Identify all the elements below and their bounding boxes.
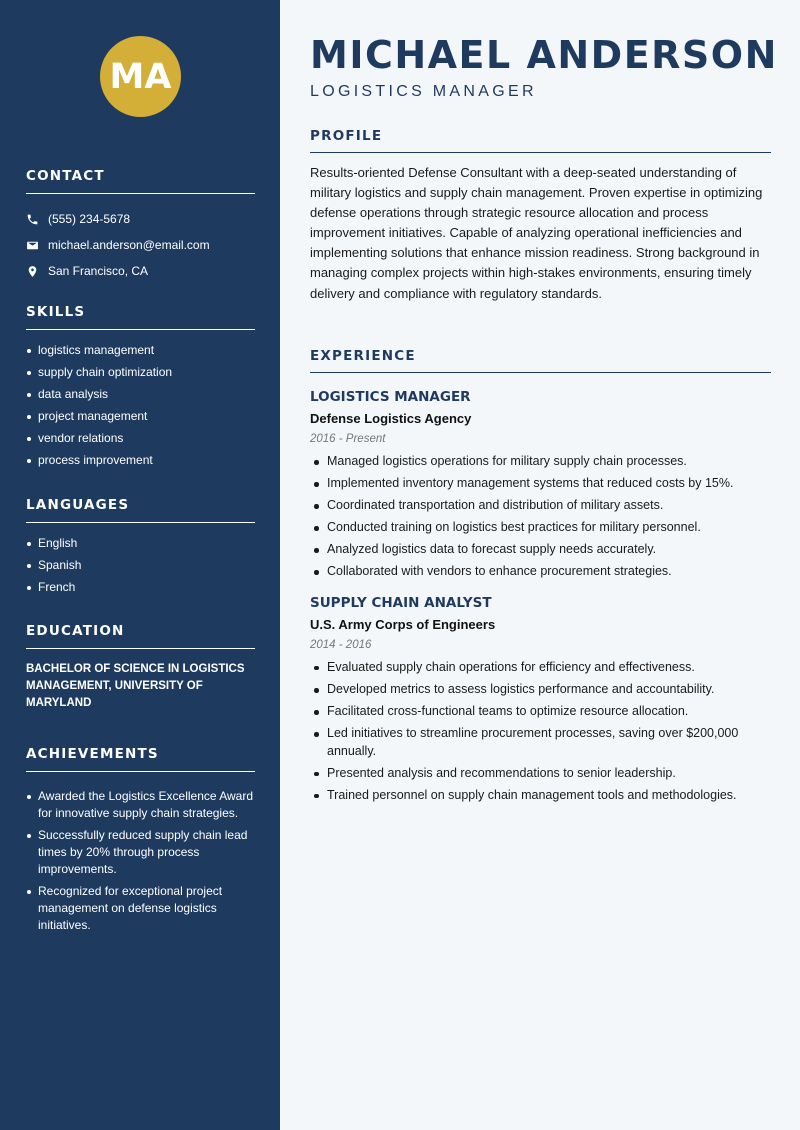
contact-phone	[26, 206, 255, 232]
skill-item: logistics management	[26, 342, 255, 359]
avatar-initials: MA	[109, 56, 172, 97]
job-bullet: Evaluated supply chain operations for efficiency and effectiveness.	[310, 659, 771, 677]
contact-heading: CONTACT	[26, 168, 255, 194]
job-bullet: Analyzed logistics data to forecast supply needs accurately.	[310, 541, 771, 559]
job-bullet: Facilitated cross-functional teams to optimize resource allocation.	[310, 703, 771, 721]
phone-icon	[26, 213, 39, 226]
job-bullet: Implemented inventory management systems that reduced costs by 15%.	[310, 475, 771, 493]
job-entry	[310, 387, 771, 581]
achievement-item: Awarded the Logistics Excellence Award for innovative supply chain strategies.	[26, 788, 255, 822]
language-item: English	[26, 535, 255, 552]
skills-section	[26, 304, 255, 474]
job-bullet: Trained personnel on supply chain management tools and methodologies.	[310, 787, 771, 805]
location-text: San Francisco, CA	[48, 264, 149, 278]
envelope-icon	[26, 239, 39, 252]
profile-section	[310, 128, 771, 304]
skill-item: process improvement	[26, 452, 255, 469]
candidate-name: MICHAEL ANDERSON	[310, 33, 778, 77]
job-bullet: Conducted training on logistics best practices for military personnel.	[310, 519, 771, 537]
job-role: LOGISTICS MANAGER	[310, 389, 471, 405]
job-bullets	[310, 453, 771, 581]
languages-heading: LANGUAGES	[26, 497, 255, 523]
contact-email	[26, 232, 255, 258]
education-section	[26, 623, 255, 712]
languages-section	[26, 497, 255, 601]
education-heading: EDUCATION	[26, 623, 255, 649]
job-bullet: Coordinated transportation and distribution of military assets.	[310, 497, 771, 515]
email-text[interactable]: michael.anderson@email.com	[48, 238, 210, 252]
skill-item: project management	[26, 408, 255, 425]
job-company: U.S. Army Corps of Engineers	[310, 616, 496, 632]
achievement-item: Recognized for exceptional project management on defense logistics initiatives.	[26, 883, 255, 934]
phone-text[interactable]: (555) 234-5678	[48, 212, 131, 226]
profile-text: Results-oriented Defense Consultant with a deep-seated understanding of military logistics and supply chain management. Proven expertise in optimizing defense operations through strategic resource allocation and process improvement initiatives. Capable of analyzing operational inefficiencies and implementing solutions that enhance mission readiness. Strong background in managing complex projects within high-stakes environments, ensuring timely delivery and compliance with regulatory standards.	[310, 165, 763, 301]
skills-heading: SKILLS	[26, 304, 255, 330]
language-item: French	[26, 579, 255, 596]
job-role: SUPPLY CHAIN ANALYST	[310, 594, 492, 611]
job-company: Defense Logistics Agency	[310, 411, 472, 426]
achievements-section	[26, 746, 255, 939]
experience-section	[310, 348, 771, 809]
languages-list	[26, 535, 255, 596]
job-dates: 2014 - 2016	[310, 638, 372, 651]
skills-list	[26, 342, 255, 469]
job-bullet: Managed logistics operations for military supply chain processes.	[310, 453, 771, 471]
skill-item: data analysis	[26, 386, 255, 403]
achievements-heading: ACHIEVEMENTS	[26, 746, 255, 772]
achievement-item: Successfully reduced supply chain lead times by 20% through process improvements.	[26, 827, 255, 878]
education-degree: BACHELOR OF SCIENCE IN LOGISTICS MANAGEMENT, UNIVERSITY OF MARYLAND	[26, 663, 245, 709]
sidebar	[0, 0, 280, 1130]
contact-location	[26, 258, 255, 284]
job-bullet: Presented analysis and recommendations to senior leadership.	[310, 765, 771, 783]
job-entry	[310, 593, 771, 804]
job-bullet: Developed metrics to assess logistics performance and accountability.	[310, 681, 771, 699]
avatar	[100, 36, 181, 117]
job-dates: 2016 - Present	[310, 433, 386, 445]
job-bullets	[310, 659, 771, 804]
job-bullet: Collaborated with vendors to enhance procurement strategies.	[310, 563, 771, 581]
skill-item: vendor relations	[26, 430, 255, 447]
profile-heading: PROFILE	[310, 128, 771, 153]
map-pin-icon	[26, 265, 39, 278]
achievements-list	[26, 788, 255, 934]
experience-heading: EXPERIENCE	[310, 348, 771, 373]
language-item: Spanish	[26, 557, 255, 574]
candidate-title: LOGISTICS MANAGER	[310, 83, 537, 100]
contact-section	[26, 168, 255, 284]
job-bullet: Led initiatives to streamline procurement processes, saving over $200,000 annually.	[310, 725, 771, 760]
skill-item: supply chain optimization	[26, 364, 255, 381]
